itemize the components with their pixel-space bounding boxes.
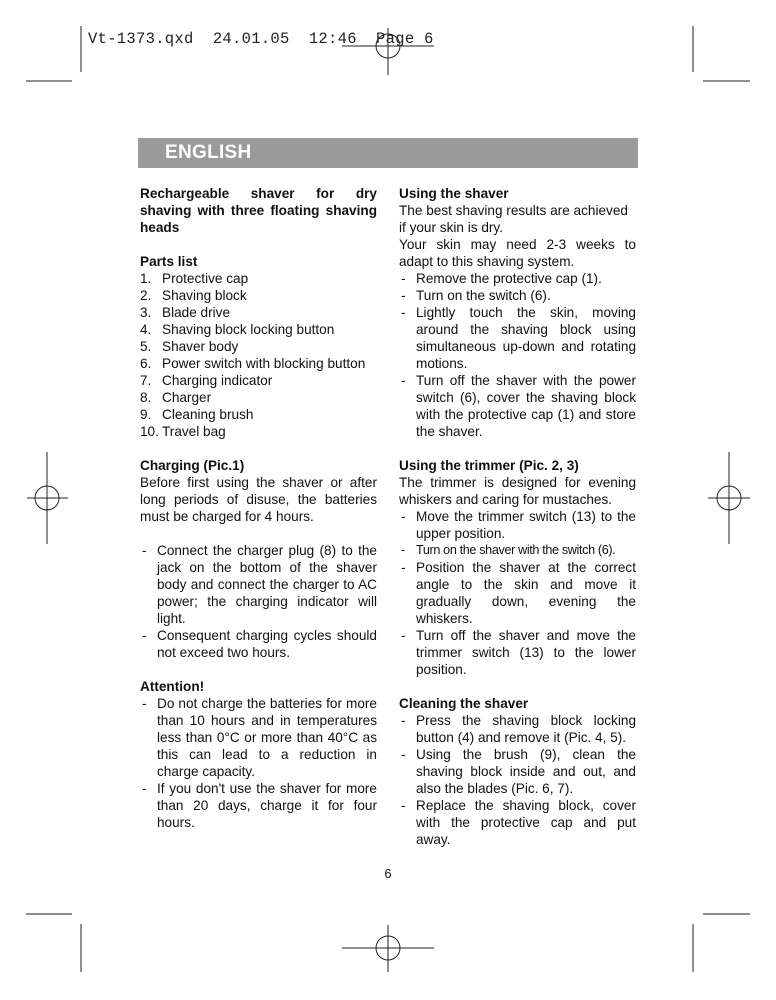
using-shaver-heading: Using the shaver bbox=[399, 186, 509, 201]
list-item: - Using the brush (9), clean the shaving block inside and out, and also the blades (Pic. 6, 7). bbox=[399, 746, 636, 797]
registration-target-left bbox=[27, 452, 68, 544]
attention-heading: Attention! bbox=[140, 679, 205, 694]
right-column bbox=[399, 185, 636, 848]
list-item: 4. Shaving block locking button bbox=[140, 322, 335, 337]
registration-target-top bbox=[342, 28, 434, 75]
list-item: - Consequent charging cycles should not exceed two hours. bbox=[140, 627, 377, 661]
list-item: 8. Charger bbox=[140, 390, 212, 405]
list-item: - Turn off the shaver with the power switch (6), cover the shaving block with the protective cap (1) and store the shaver. bbox=[399, 372, 636, 440]
list-item: - Turn on the shaver with the switch (6). bbox=[399, 542, 636, 559]
using-shaver-steps bbox=[399, 270, 636, 440]
section-title: ENGLISH bbox=[165, 142, 252, 163]
list-item: - Turn off the shaver and move the trimmer switch (13) to the lower position. bbox=[399, 627, 636, 678]
using-shaver-p2: Your skin may need 2-3 weeks to adapt to this shaving system. bbox=[399, 237, 636, 269]
page-number: 6 bbox=[384, 866, 392, 881]
attention-list bbox=[140, 695, 377, 831]
list-item: - Replace the shaving block, cover with the protective cap and put away. bbox=[399, 797, 636, 848]
section-banner bbox=[138, 138, 638, 168]
list-item: - Turn on the switch (6). bbox=[399, 287, 636, 304]
list-item: - Move the trimmer switch (13) to the upper position. bbox=[399, 508, 636, 542]
left-column bbox=[140, 185, 377, 831]
list-item: 9. Cleaning brush bbox=[140, 407, 254, 422]
registration-target-bottom bbox=[342, 925, 434, 972]
list-item: - Lightly touch the skin, moving around the shaving block using simultaneous up-down and rotating motions. bbox=[399, 304, 636, 372]
charging-intro: Before first using the shaver or after long periods of disuse, the batteries must be charged for 4 hours. bbox=[140, 475, 377, 524]
list-item: - If you don't use the shaver for more than 20 days, charge it for four hours. bbox=[140, 780, 377, 831]
trimmer-heading: Using the trimmer (Pic. 2, 3) bbox=[399, 458, 579, 473]
parts-list bbox=[140, 270, 377, 440]
trimmer-steps bbox=[399, 508, 636, 678]
using-shaver-p1: The best shaving results are achieved if your skin is dry. bbox=[399, 203, 628, 235]
list-item: 3. Blade drive bbox=[140, 305, 231, 320]
list-item: - Press the shaving block locking button (4) and remove it (Pic. 4, 5). bbox=[399, 712, 636, 746]
trimmer-intro: The trimmer is designed for evening whiskers and caring for mustaches. bbox=[399, 475, 636, 507]
printer-slug: Vt-1373.qxd 24.01.05 12:46 Page 6 bbox=[88, 30, 434, 48]
parts-list-heading: Parts list bbox=[140, 254, 198, 269]
list-item: - Do not charge the batteries for more than 10 hours and in temperatures less than 0°C or more than 40°C as this can lead to a reduction in charge capacity. bbox=[140, 695, 377, 780]
list-item: - Remove the protective cap (1). bbox=[399, 270, 636, 287]
list-item: 1. Protective cap bbox=[140, 271, 249, 286]
cleaning-steps bbox=[399, 712, 636, 848]
list-item: 10. Travel bag bbox=[140, 424, 226, 439]
list-item: - Connect the charger plug (8) to the jack on the bottom of the shaver body and connect the charger to AC power; the charging indicator will light. bbox=[140, 542, 377, 627]
list-item: 5. Shaver body bbox=[140, 339, 239, 354]
list-item: - Position the shaver at the correct angle to the skin and move it gradually down, evening the whiskers. bbox=[399, 559, 636, 627]
registration-target-right bbox=[708, 452, 750, 544]
cleaning-heading: Cleaning the shaver bbox=[399, 696, 529, 711]
charging-steps bbox=[140, 542, 377, 661]
list-item: 7. Charging indicator bbox=[140, 373, 273, 388]
charging-heading: Charging (Pic.1) bbox=[140, 458, 245, 473]
list-item: 2. Shaving block bbox=[140, 288, 247, 303]
list-item: 6. Power switch with blocking button bbox=[140, 356, 366, 371]
product-title: Rechargeable shaver for dry shaving with three floating shaving heads bbox=[140, 186, 377, 235]
